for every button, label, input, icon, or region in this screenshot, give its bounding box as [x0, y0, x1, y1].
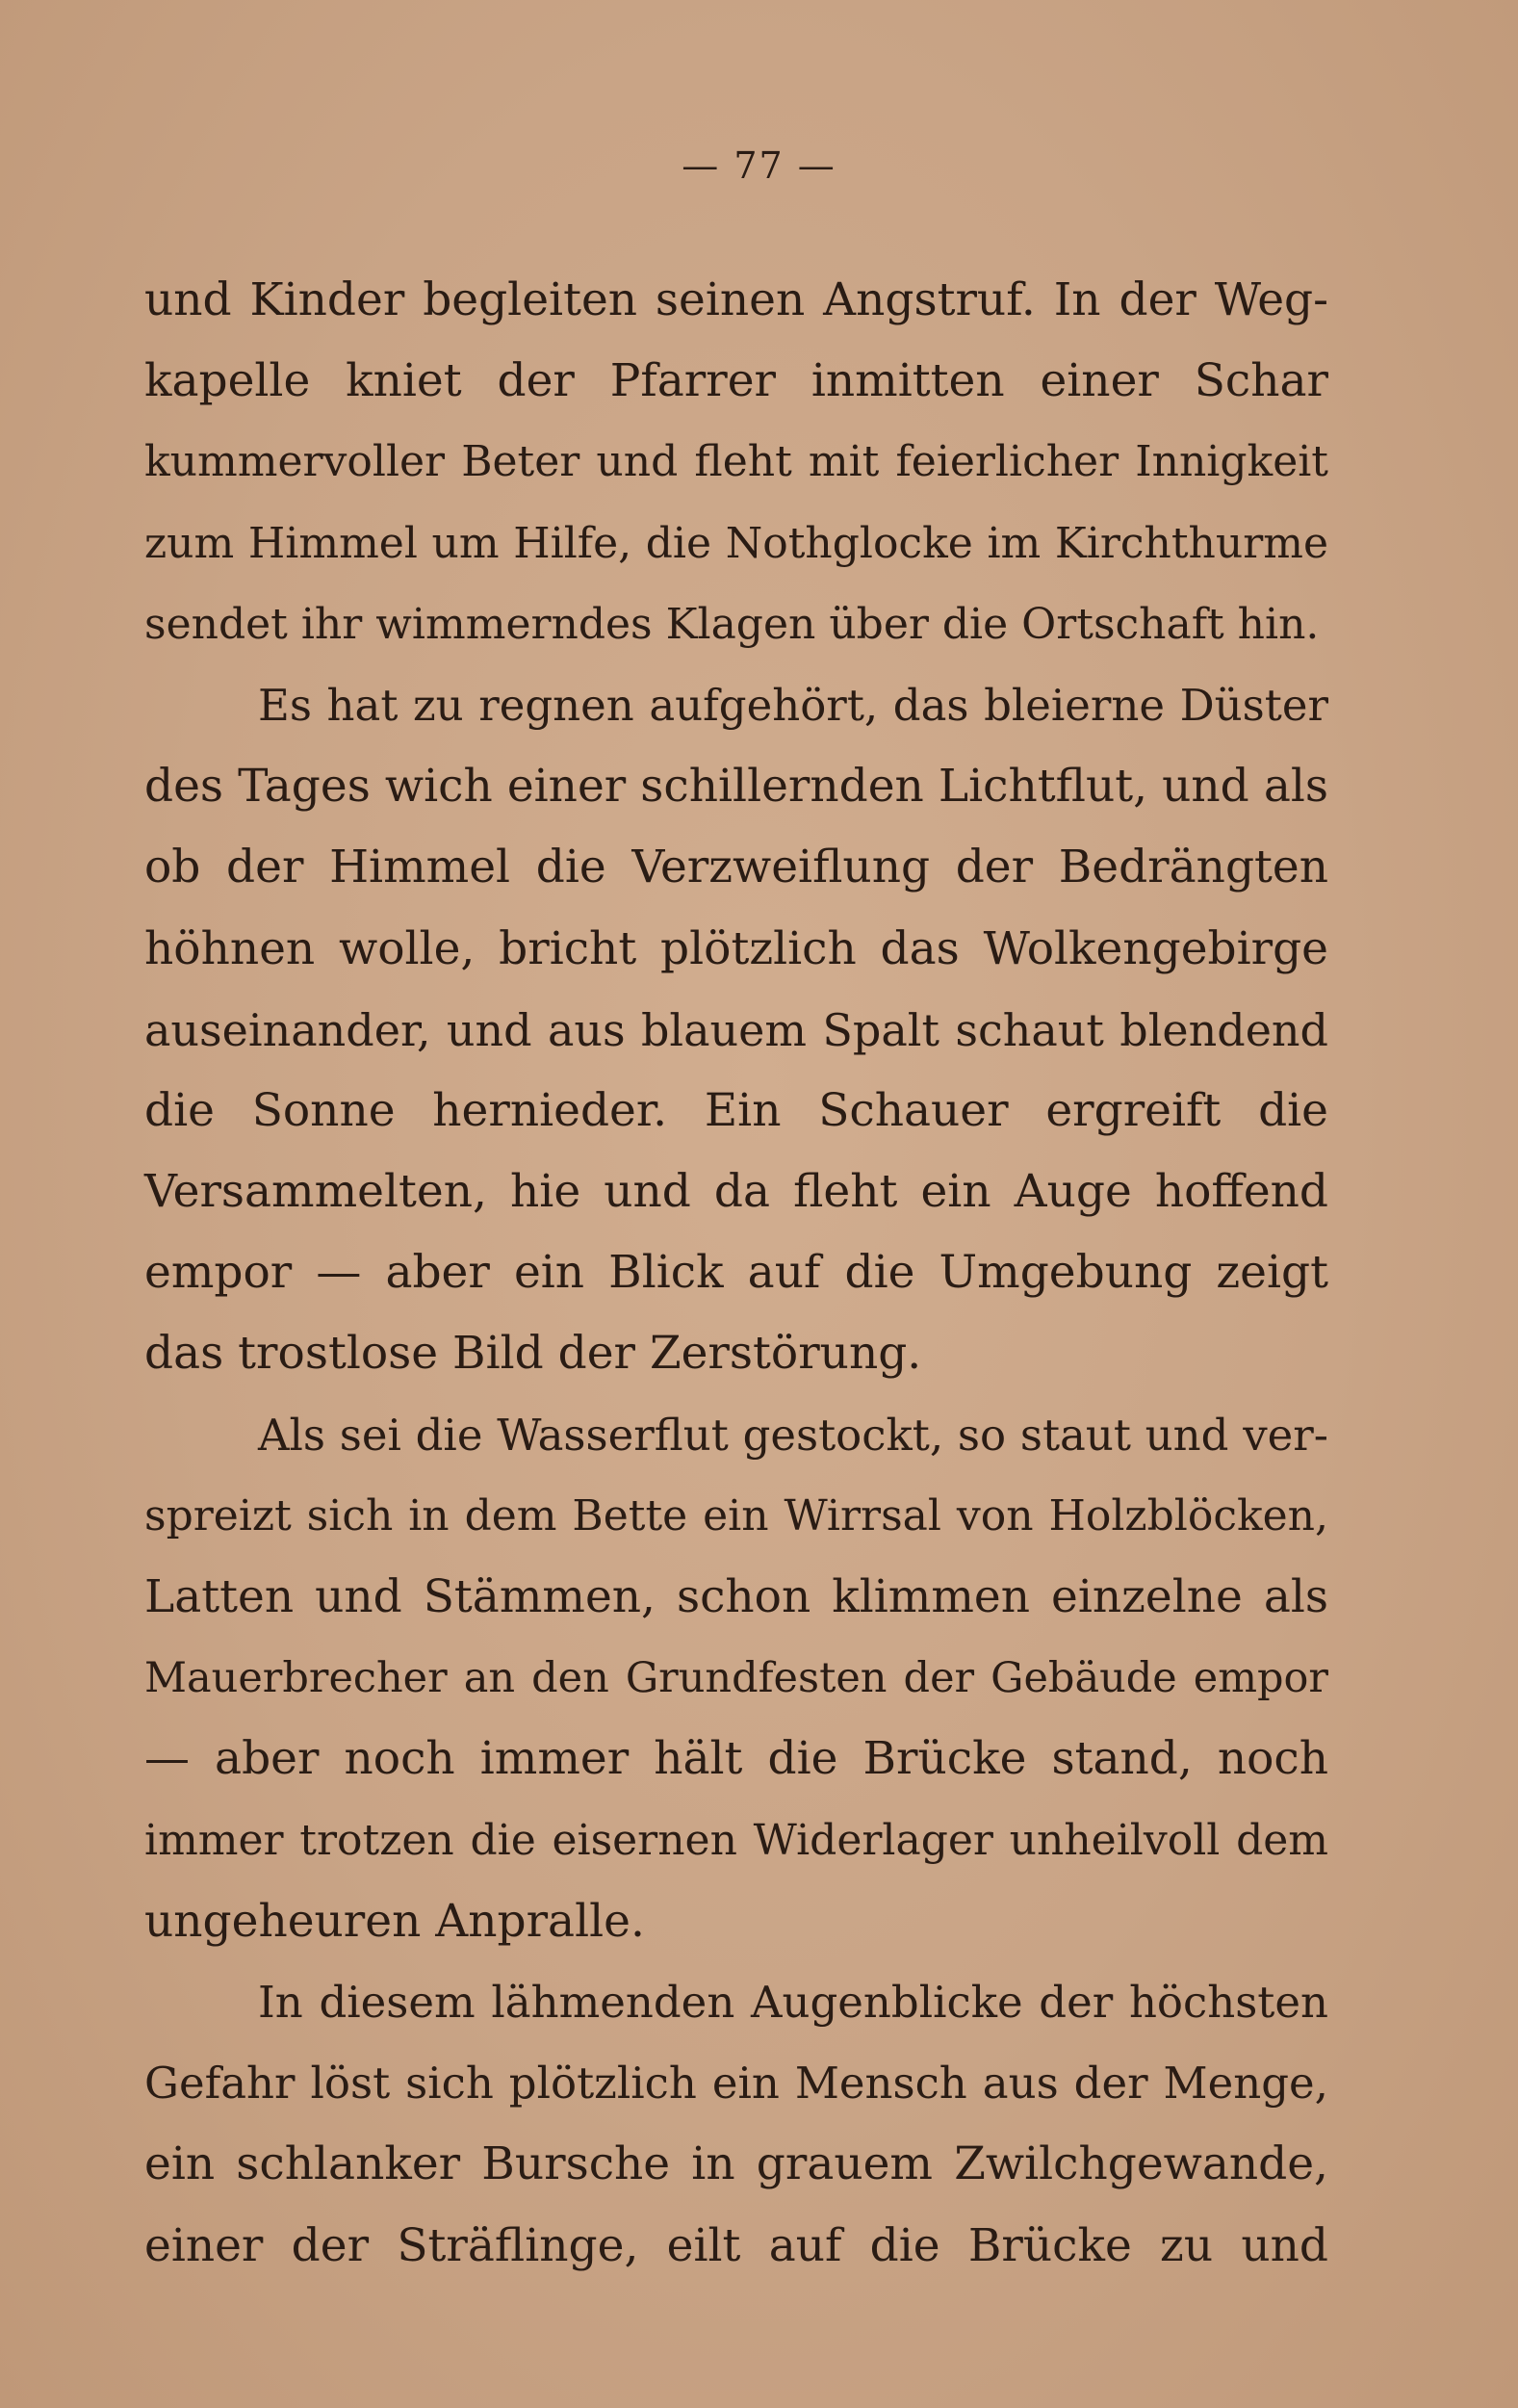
text-line: höhnen wolle, bricht plötzlich das Wolkengebirge — [144, 921, 1328, 975]
text-line: immer trotzen die eisernen Widerlager unheilvoll dem — [144, 1815, 1328, 1865]
text-line: die Sonne hernieder. Ein Schauer ergreift die — [144, 1083, 1328, 1137]
text-line: Mauerbrecher an den Grundfesten der Gebäude empor — [144, 1654, 1328, 1703]
page-number: — 77 — — [682, 144, 836, 187]
text-line: Als sei die Wasserflut gestockt, so staut und ver- — [258, 1409, 1328, 1461]
text-line: — aber noch immer hält die Brücke stand, noch — [144, 1732, 1328, 1786]
text-line: In diesem lähmenden Augenblicke der höchsten — [258, 1976, 1328, 2028]
text-line: das trostlose Bild der Zerstörung. — [144, 1327, 922, 1381]
text-line: kummervoller Beter und fleht mit feierlicher Innigkeit — [144, 437, 1328, 487]
text-line: Gefahr löst sich plötzlich ein Mensch aus der Menge, — [144, 2058, 1328, 2110]
text-line: empor — aber ein Blick auf die Umgebung zeigt — [144, 1246, 1328, 1300]
text-line: Es hat zu regnen aufgehört, das bleierne Düster — [258, 679, 1328, 731]
text-line: auseinander, und aus blauem Spalt schaut blendend — [144, 1003, 1328, 1056]
text-line: kapelle kniet der Pfarrer inmitten einer Schar — [144, 354, 1328, 408]
text-line: des Tages wich einer schillernden Lichtflut, und als — [144, 760, 1328, 814]
text-line: Latten und Stämmen, schon klimmen einzelne als — [144, 1570, 1328, 1623]
text-line: ein schlanker Bursche in grauem Zwilchgewande, — [144, 2137, 1328, 2191]
text-line: und Kinder begleiten seinen Angstruf. In der Weg- — [144, 273, 1328, 326]
text-line: Versammelten, hie und da fleht ein Auge hoffend — [144, 1165, 1328, 1219]
body-text — [144, 260, 1328, 2287]
text-line: sendet ihr wimmerndes Klagen über die Ortschaft hin. — [144, 599, 1320, 649]
text-line: einer der Sträflinge, eilt auf die Brücke zu und — [144, 2218, 1328, 2272]
text-line: ob der Himmel die Verzweiflung der Bedrängten — [144, 841, 1328, 894]
text-line: ungeheuren Anpralle. — [144, 1894, 645, 1948]
text-line: zum Himmel um Hilfe, die Nothglocke im Kirchthurme — [144, 518, 1328, 568]
text-line: spreizt sich in dem Bette ein Wirrsal von Holzblöcken, — [144, 1490, 1328, 1541]
